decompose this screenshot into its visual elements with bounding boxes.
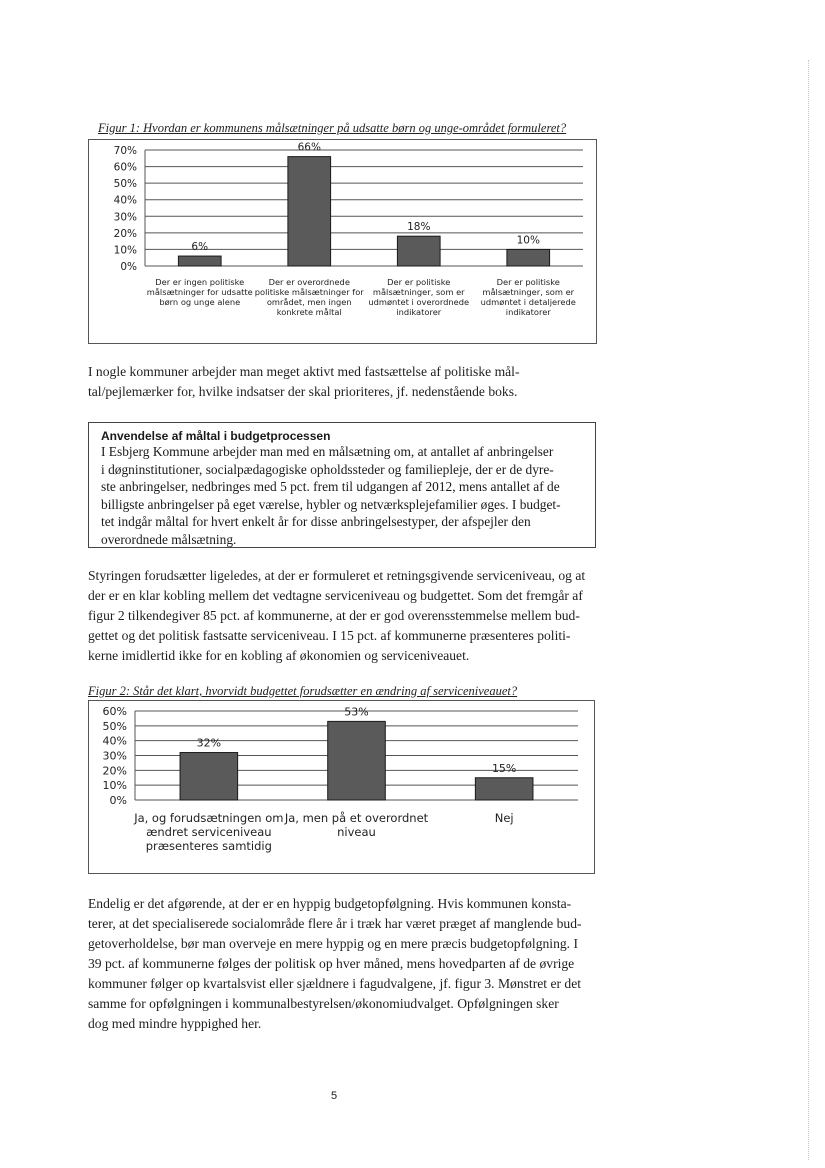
data-label: 10%: [516, 234, 540, 247]
bar: [180, 753, 238, 800]
figure2-chart: [88, 700, 595, 874]
y-tick-label: 60%: [102, 705, 127, 718]
y-tick-label: 10%: [102, 779, 127, 793]
info-box: [88, 422, 596, 548]
figure1-caption: Figur 1: Hvordan er kommunens målsætninger på udsatte børn og unge-området formuleret?: [98, 121, 567, 135]
category-label: Der er overordnede politiske målsætninger for området, men ingen konkrete måltal: [254, 277, 364, 317]
info-box-title: Anvendelse af måltal i budgetprocessen: [101, 429, 331, 443]
y-tick-label: 50%: [113, 178, 137, 191]
y-tick-label: 0%: [109, 794, 127, 807]
figure1-chart: [88, 139, 597, 344]
paragraph-1: I nogle kommuner arbejder man meget aktivt med fastsættelse af politiske mål- tal/pejlemærker for, hvilke indsatser der skal prioriteres, jf. nedenstående boks.: [88, 364, 520, 399]
y-tick-label: 30%: [113, 211, 137, 224]
data-label: 15%: [491, 761, 517, 775]
y-tick-label: 20%: [102, 764, 127, 778]
data-label: 6%: [191, 241, 209, 254]
category-label: Ja, og forudsætningen om ændret serviceniveau præsenteres samtidig: [134, 811, 284, 853]
paragraph-2: Styringen forudsætter ligeledes, at der er formuleret et retningsgivende serviceniveau, og at der er en klar kobling mellem det vedtagne serviceniveau og budgettet. Som det fremgår af figur 2 tilkendegiver 85 pct. af kommunerne, at der er god overensstemmelse mellem bud- gettet og det politisk fastsatte serviceniveau. I 15 pct. af kommunerne præsenteres politi- kerne imidlertid ikke for en kobling af økonomien og serviceniveauet.: [88, 568, 586, 663]
paragraph-3: Endelig er det afgørende, at der er en hyppig budgetopfølgning. Hvis kommunen konsta- terer, at det specialiserede socialområde flere år i træk har været præget af manglende bud- getoverholdelse, bør man overveje en mere hyppig og en mere præcis budgetopfølgning. I 39 pct. af kommunerne følges der politisk op hver måned, mens hovedparten af de øvrige kommuner følger op kvartalsvist eller sjældnere i fagudvalgene, jf. figur 3. Mønstret er det samme for opfølgningen i kommunalbestyrelsen/økonomiudvalget. Opfølgningen sker dog med mindre hyppighed her.: [88, 896, 582, 1031]
category-label: Der er ingen politiske målsætninger for udsatte børn og unge alene: [146, 277, 253, 307]
category-label: Der er politiske målsætninger, som er udmøntet i detaljerede indikatorer: [480, 277, 576, 317]
page-number: 5: [331, 1090, 338, 1102]
bar: [288, 157, 331, 266]
y-tick-label: 20%: [113, 227, 137, 240]
category-label: Ja, men på et overordnet niveau: [284, 811, 429, 839]
figure2-caption: Figur 2: Står det klart, hvorvidt budgettet forudsætter en ændring af serviceniveauet?: [88, 684, 518, 698]
y-tick-label: 40%: [113, 194, 137, 207]
y-tick-label: 0%: [120, 261, 137, 273]
data-label: 18%: [407, 221, 431, 234]
y-tick-label: 30%: [102, 749, 127, 763]
data-label: 66%: [297, 141, 321, 154]
bar: [328, 721, 386, 800]
y-tick-label: 10%: [113, 244, 137, 257]
bar: [507, 249, 550, 266]
category-label: Nej: [494, 811, 514, 825]
y-tick-label: 40%: [102, 734, 127, 748]
bar: [397, 236, 440, 266]
info-box-body: I Esbjerg Kommune arbejder man med en målsætning om, at antallet af anbringelser i døgninstitutioner, socialpædagogiske opholdssteder og familiepleje, der er de dyre- ste anbringelser, nedbringes med 5 pct. frem til udgangen af 2012, mens antallet af de billigste anbringelser på eget værelse, hybler og netværksplejefamilier øges. I budget- tet indgår måltal for hvert enkelt år for disse anbringelsestyper, der afspejler den overordnede målsætning.: [101, 444, 561, 547]
bar: [178, 256, 221, 266]
y-tick-label: 50%: [102, 719, 127, 733]
data-label: 53%: [344, 705, 369, 719]
page-edge-line: [808, 60, 809, 1160]
category-label: Der er politiske målsætninger, som er udmøntet i overordnede indikatorer: [368, 277, 470, 317]
y-tick-label: 60%: [113, 161, 137, 174]
bar: [475, 778, 533, 800]
y-tick-label: 70%: [113, 145, 137, 157]
data-label: 32%: [196, 736, 222, 750]
